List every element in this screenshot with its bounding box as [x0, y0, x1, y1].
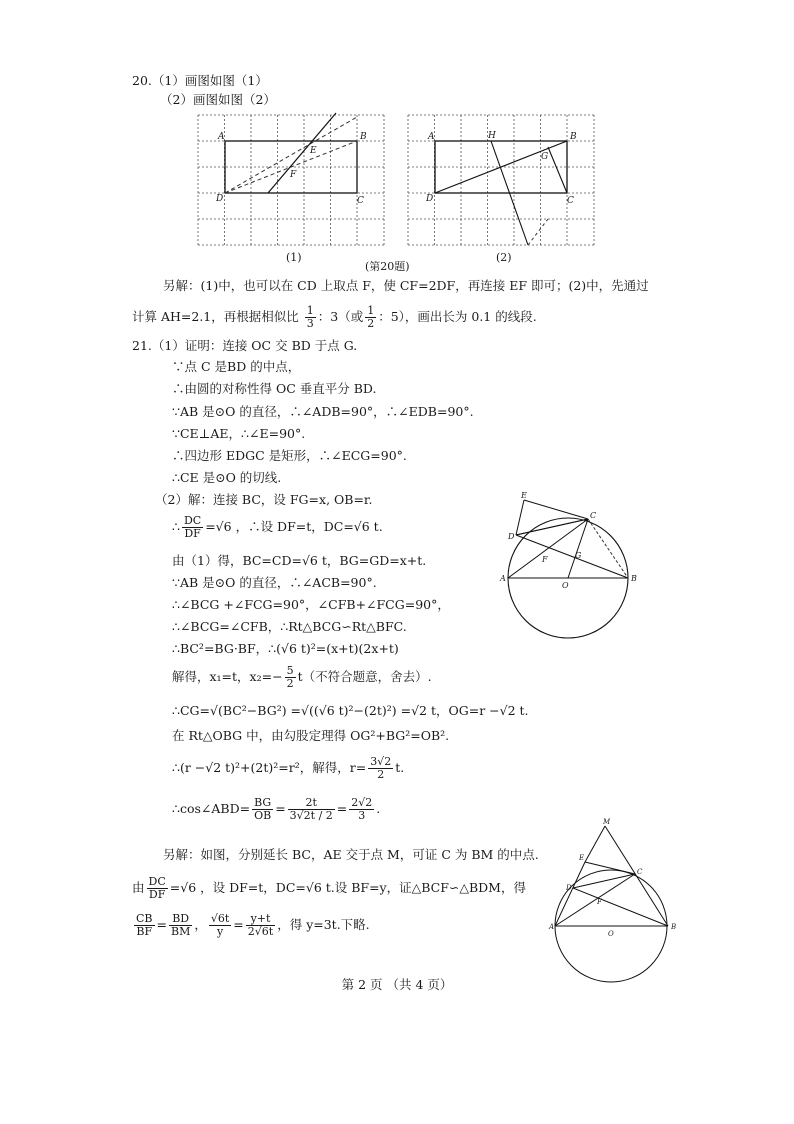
f1-B: B [360, 132, 367, 142]
fig20-1 [198, 115, 388, 250]
q21-l4: ∵AB 是⊙O 的直径，∴∠ADB=90°，∴∠EDB=90°. [172, 404, 474, 419]
f1-F: F [290, 170, 297, 180]
q21-l14: ∴BC²=BG·BF，∴(√6 t)²=(x+t)(2x+t) [172, 641, 399, 656]
q20-part2: （2）画图如图（2） [160, 92, 276, 107]
q21-l16: ∴CG=√(BC²−BG²) =√((√6 t)²−(2t)²) =√2 t，OG=r −√2 t. [172, 703, 529, 718]
q21-alt1: 另解：如图，分别延长 BC，AE 交于点 M，可证 C 为 BM 的中点. [163, 847, 539, 862]
q21-l19: ∴cos∠ABD= $\frac{BG}{OB}$ = $\frac{2t}{3√2t / 2}$ = $\frac{2√2}{3}$ . [172, 796, 381, 822]
f2-C: C [567, 196, 574, 206]
q21-l9: ∴ $\frac{DC}{DF}$ =√6 ，∴设 DF=t，DC=√6 t. [172, 514, 383, 540]
q21-l5: ∵CE⊥AE，∴∠E=90°. [172, 426, 306, 441]
q21-l7: ∴CE 是⊙O 的切线. [172, 470, 282, 485]
fig20-2-label: (2) [496, 251, 512, 264]
q21-l15: 解得，x₁=t，x₂=− $\frac{5}{2}$ t（不符合题意，舍去）. [172, 664, 432, 690]
f1-D: D [216, 194, 224, 204]
f21-O: O [562, 581, 569, 590]
q21-alt2: 由 $\frac{DC}{DF}$ =√6 ，设 DF=t，DC=√6 t.设 BF=y，证△BCF∽△BDM，得 [132, 875, 526, 901]
f21-G: G [575, 551, 582, 560]
f21-A: A [500, 574, 506, 583]
f21b-M: M [603, 818, 611, 826]
q20-alt-a: 另解：(1)中，也可以在 CD 上取点 F，使 CF=2DF，再连接 EF 即可；(2)中，先通过 [163, 278, 649, 293]
f2-B: B [570, 132, 577, 142]
f21b-D: D [566, 884, 572, 892]
fig20-caption: (第20题) [365, 260, 410, 273]
q21-l6: ∴四边形 EDGC 是矩形，∴∠ECG=90°. [172, 448, 407, 463]
f21b-E: E [579, 854, 585, 862]
f21b-C: C [637, 868, 643, 876]
fig20-2 [408, 115, 598, 250]
q21-l2: ∵点 C 是BD 的中点， [172, 359, 301, 374]
f21b-O: O [608, 930, 614, 938]
f21-D: D [508, 532, 515, 541]
f21-B: B [631, 574, 637, 583]
q21-l18: ∴(r −√2 t)²+(2t)²=r²，解得，r= $\frac{3√2}{2}$ t. [172, 755, 405, 781]
f21-E: E [521, 491, 527, 500]
f21b-A: A [549, 923, 555, 931]
q21-alt3: $\frac{CB}{BF}$ = $\frac{BD}{BM}$ ， $\frac{√6t}{y}$ = $\frac{y+t}{2√6t}$ ，得 y=3t.下略. [136, 912, 370, 938]
f2-H: H [488, 131, 496, 141]
f21-C: C [590, 511, 597, 520]
page-footer: 第 2 页 （共 4 页） [341, 977, 453, 992]
f1-C: C [357, 196, 364, 206]
f2-D: D [426, 194, 434, 204]
q20-alt-b: 计算 AH=2.1，再根据相似比 $\frac{1}{3}$ ：3（或 $\frac{1}{2}$ ：5），画出长为 0.1 的线段. [132, 304, 537, 330]
q21-l1: 21.（1）证明：连接 OC 交 BD 于点 G. [132, 338, 358, 353]
q21-l10: 由（1）得，BC=CD=√6 t，BG=GD=x+t. [172, 553, 427, 568]
fig21-main [500, 491, 650, 645]
f2-G: G [541, 152, 549, 162]
q21-l12: ∴∠BCG +∠FCG=90°，∠CFB+∠FCG=90°， [172, 597, 450, 612]
q21-l3: ∴由圆的对称性得 OC 垂直平分 BD. [172, 381, 377, 396]
q21-l8: （2）解：连接 BC，设 FG=x, OB=r. [155, 492, 373, 507]
q20-number: 20.（1）画图如图（1） [132, 73, 268, 88]
q21-l17: 在 Rt△OBG 中，由勾股定理得 OG²+BG²=OB². [172, 728, 450, 743]
f21-F: F [542, 555, 548, 564]
f1-A: A [218, 132, 225, 142]
fig21-alt [549, 818, 685, 988]
f21b-F: F [597, 898, 602, 906]
f1-E: E [310, 146, 317, 156]
f21b-B: B [671, 923, 677, 931]
fig20-1-label: (1) [286, 251, 302, 264]
f2-A: A [428, 132, 435, 142]
q21-l11: ∵AB 是⊙O 的直径，∴∠ACB=90°. [172, 575, 377, 590]
q21-l13: ∴∠BCG=∠CFB，∴Rt△BCG∽Rt△BFC. [172, 619, 407, 634]
